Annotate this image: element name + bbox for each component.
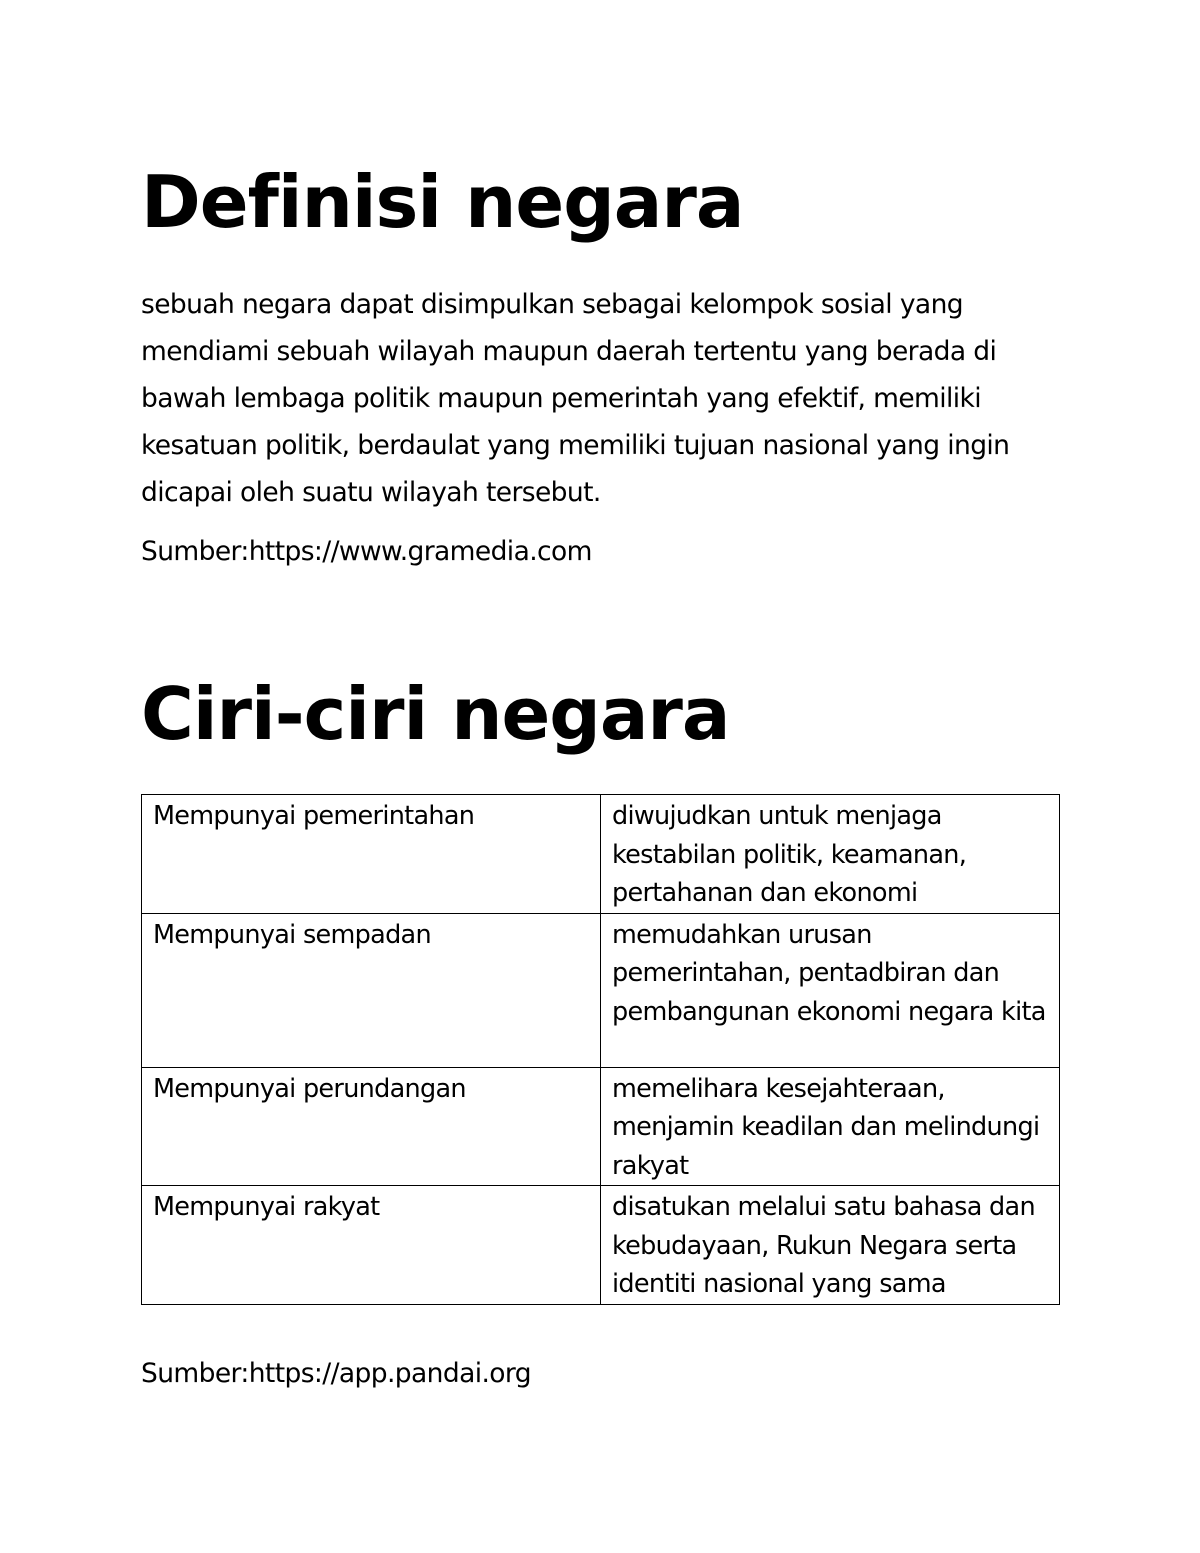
heading-ciri-ciri-negara: Ciri-ciri negara — [141, 672, 730, 756]
ciri-negara-table — [141, 794, 1060, 1305]
table-row — [142, 1186, 1060, 1305]
table-cell-description: diwujudkan untuk menjaga kestabilan politik, keamanan, pertahanan dan ekonomi — [601, 795, 1060, 914]
table-cell-characteristic: Mempunyai rakyat — [142, 1186, 601, 1305]
table-row — [142, 795, 1060, 914]
heading-definisi-negara: Definisi negara — [141, 160, 744, 244]
table-row — [142, 1067, 1060, 1186]
table-cell-characteristic: Mempunyai pemerintahan — [142, 795, 601, 914]
table-row — [142, 913, 1060, 1067]
source-gramedia: Sumber:https://www.gramedia.com — [141, 536, 592, 567]
table-cell-characteristic: Mempunyai perundangan — [142, 1067, 601, 1186]
source-pandai: Sumber:https://app.pandai.org — [141, 1358, 531, 1389]
table-cell-description: memudahkan urusan pemerintahan, pentadbiran dan pembangunan ekonomi negara kita — [601, 913, 1060, 1067]
table-cell-description: memelihara kesejahteraan, menjamin keadilan dan melindungi rakyat — [601, 1067, 1060, 1186]
table-cell-description: disatukan melalui satu bahasa dan kebudayaan, Rukun Negara serta identiti nasional yang sama — [601, 1186, 1060, 1305]
table-cell-characteristic: Mempunyai sempadan — [142, 913, 601, 1067]
definition-paragraph: sebuah negara dapat disimpulkan sebagai kelompok sosial yang mendiami sebuah wilayah maupun daerah tertentu yang berada di bawah lembaga politik maupun pemerintah yang efektif, memiliki kesatuan politik, berdaulat yang memiliki tujuan nasional yang ingin dicapai oleh suatu wilayah tersebut. — [141, 289, 1010, 508]
